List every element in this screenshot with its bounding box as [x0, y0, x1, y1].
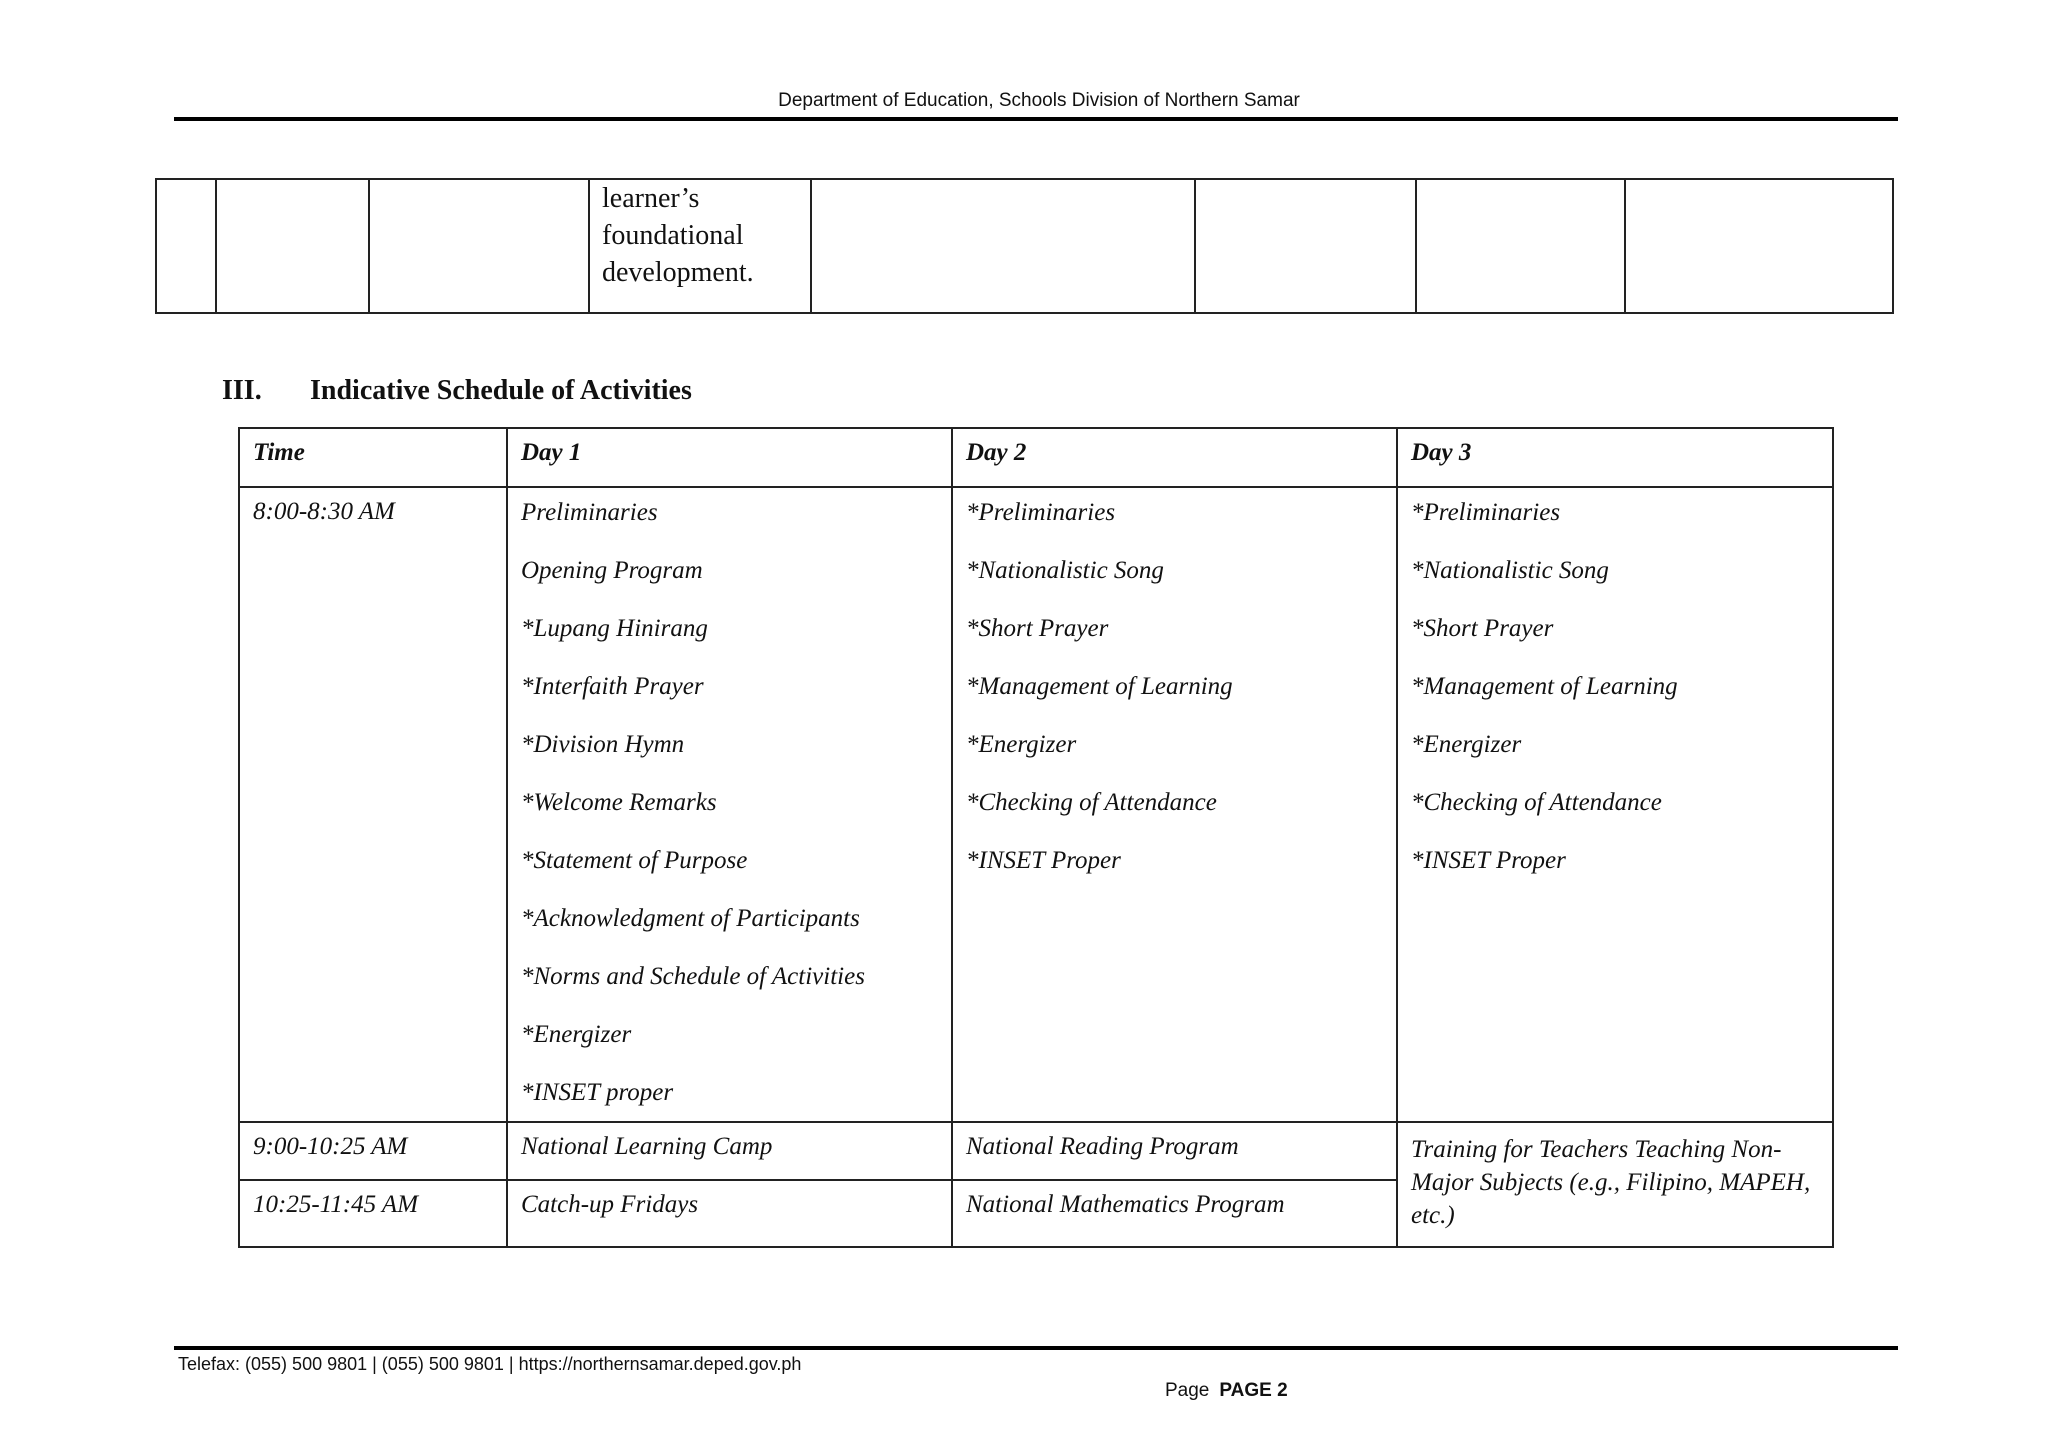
activity-item: *Short Prayer — [1411, 615, 1554, 642]
day2-cell: National Mathematics Program — [952, 1180, 1397, 1247]
table-cell — [589, 179, 811, 313]
table-cell — [1195, 179, 1416, 313]
column-header-day1: Day 1 — [507, 428, 952, 487]
table-row — [239, 1122, 1833, 1180]
activity-item: *Preliminaries — [1411, 499, 1561, 526]
activity-item: *Checking of Attendance — [1411, 789, 1662, 816]
page-header: Department of Education, Schools Division of Northern Samar — [778, 90, 1300, 111]
activity-item: Opening Program — [521, 557, 703, 584]
page-label: Page — [1165, 1380, 1210, 1401]
table-cell — [1625, 179, 1893, 313]
time-cell: 8:00-8:30 AM — [239, 487, 507, 1122]
schedule-table — [238, 427, 1834, 1248]
table-row — [156, 179, 1893, 313]
activity-item: *INSET Proper — [966, 847, 1121, 874]
time-cell: 10:25-11:45 AM — [239, 1180, 507, 1247]
table-header-row — [239, 428, 1833, 487]
day2-cell: National Reading Program — [952, 1122, 1397, 1180]
activity-item: *INSET Proper — [1411, 847, 1566, 874]
column-header-day3: Day 3 — [1397, 428, 1833, 487]
activity-item: *Energizer — [966, 731, 1077, 758]
activity-item: *Management of Learning — [966, 673, 1233, 700]
activity-item: *Management of Learning — [1411, 673, 1678, 700]
activity-item: *Nationalistic Song — [1411, 557, 1609, 584]
time-cell: 9:00-10:25 AM — [239, 1122, 507, 1180]
activity-item: *Nationalistic Song — [966, 557, 1164, 584]
cell-text — [590, 180, 810, 291]
day3-cell — [1397, 487, 1833, 1122]
cell-text-line: foundational — [602, 220, 744, 251]
activity-item: *Checking of Attendance — [966, 789, 1217, 816]
activity-item: *Energizer — [1411, 731, 1522, 758]
section-title: Indicative Schedule of Activities — [310, 375, 692, 406]
section-number: III. — [222, 375, 262, 406]
table-cell — [156, 179, 216, 313]
activity-item: *INSET proper — [521, 1079, 674, 1106]
table-cell — [811, 179, 1195, 313]
footer-rule — [174, 1346, 1898, 1350]
day1-cell: Catch-up Fridays — [507, 1180, 952, 1247]
activity-item: Preliminaries — [521, 499, 658, 526]
activity-item: *Norms and Schedule of Activities — [521, 963, 865, 990]
day2-cell — [952, 487, 1397, 1122]
continued-table — [155, 178, 1894, 314]
activity-item: *Division Hymn — [521, 731, 685, 758]
table-cell — [369, 179, 589, 313]
activity-item: *Welcome Remarks — [521, 789, 717, 816]
header-rule — [174, 117, 1898, 121]
activity-item: *Energizer — [521, 1021, 632, 1048]
column-header-day2: Day 2 — [952, 428, 1397, 487]
day1-cell — [507, 487, 952, 1122]
day3-merged-cell: Training for Teachers Teaching Non-Major Subjects (e.g., Filipino, MAPEH, etc.) — [1397, 1122, 1833, 1247]
column-header-time: Time — [239, 428, 507, 487]
table-cell — [216, 179, 369, 313]
activity-item: *Lupang Hinirang — [521, 615, 708, 642]
cell-text-line: development. — [602, 257, 754, 288]
table-cell — [1416, 179, 1625, 313]
activity-item: *Interfaith Prayer — [521, 673, 704, 700]
page-value: PAGE 2 — [1219, 1380, 1288, 1401]
activity-item: *Preliminaries — [966, 499, 1116, 526]
day1-cell: National Learning Camp — [507, 1122, 952, 1180]
activity-item: *Statement of Purpose — [521, 847, 748, 874]
activity-item: *Short Prayer — [966, 615, 1109, 642]
cell-text-line: learner’s — [602, 183, 700, 214]
activity-item: *Acknowledgment of Participants — [521, 905, 860, 932]
footer-contact: Telefax: (055) 500 9801 | (055) 500 9801 | https://northernsamar.deped.gov.ph — [178, 1354, 802, 1374]
table-row — [239, 487, 1833, 1122]
page-number — [1165, 1380, 1288, 1402]
